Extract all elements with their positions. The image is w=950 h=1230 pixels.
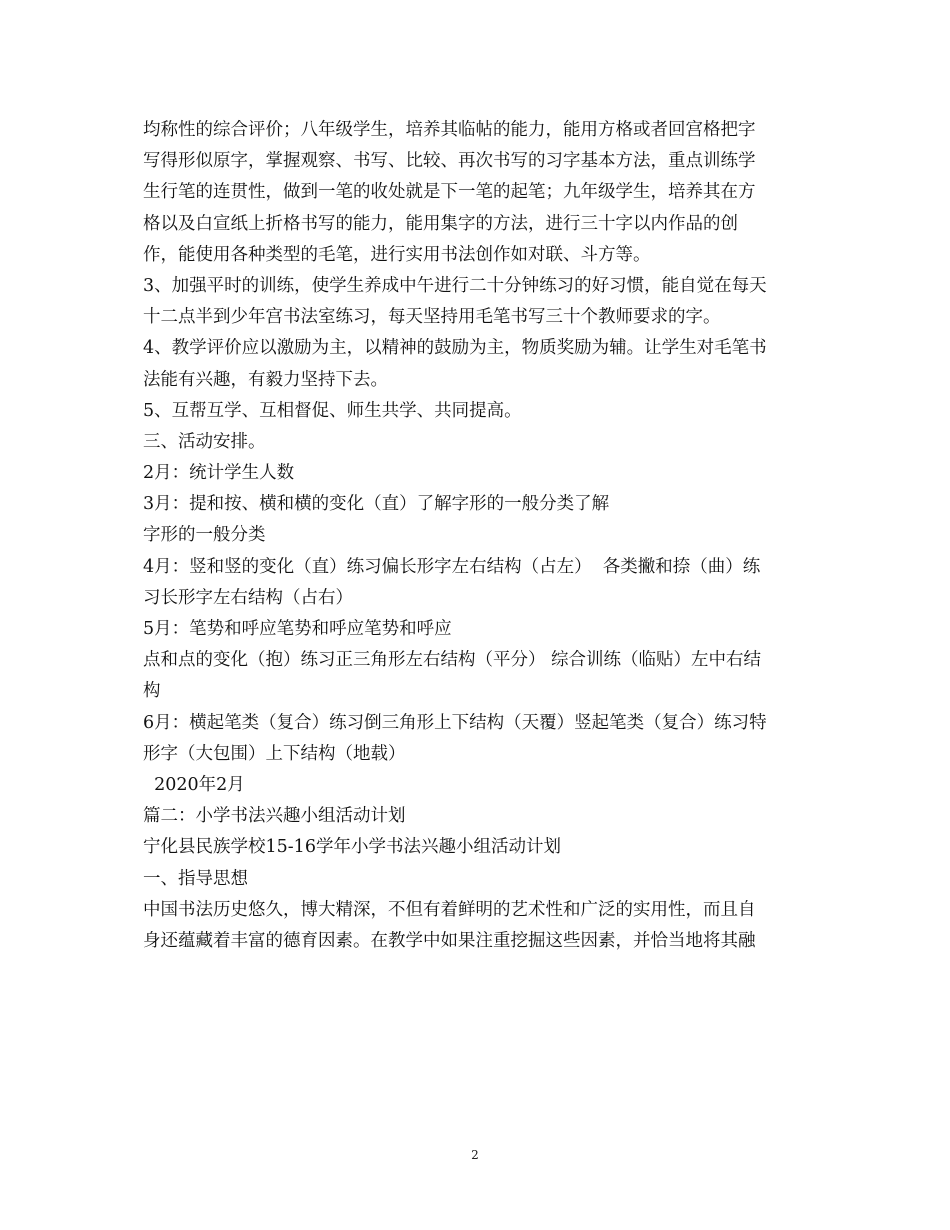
text-line: 4、教学评价应以激励为主，以精神的鼓励为主，物质奖励为辅。让学生对毛笔书 [143, 338, 767, 359]
text-line: 身还蕴藏着丰富的德育因素。在教学中如果注重挖掘这些因素，并恰当地将其融 [143, 930, 756, 951]
text-line: 字形的一般分类 [143, 525, 266, 546]
page-number: 2 [471, 1148, 479, 1162]
text-line: 点和点的变化（抱）练习正三角形左右结构（平分） 综合训练（临贴）左中右结 [143, 650, 762, 671]
text-line: 写得形似原字，掌握观察、书写、比较、再次书写的习字基本方法，重点训练学 [143, 151, 756, 172]
date-line: 2020年2月 [143, 774, 245, 795]
body-text [143, 115, 818, 957]
text-line: 6月：横起笔类（复合）练习倒三角形上下结构（天覆）竖起笔类（复合）练习特 [143, 712, 767, 733]
chapter-title: 篇二：小学书法兴趣小组活动计划 [143, 806, 406, 827]
text-line: 习长形字左右结构（占右） [143, 587, 353, 608]
text-line: 5、互帮互学、互相督促、师生共学、共同提高。 [143, 400, 522, 421]
text-line: 中国书法历史悠久，博大精深，不但有着鲜明的艺术性和广泛的实用性，而且自 [143, 899, 756, 920]
text-line: 生行笔的连贯性，做到一笔的收处就是下一笔的起笔；九年级学生，培养其在方 [143, 182, 756, 203]
text-line: 法能有兴趣，有毅力坚持下去。 [143, 369, 388, 390]
text-line: 格以及白宣纸上折格书写的能力，能用集字的方法，进行三十字以内作品的创 [143, 213, 738, 234]
text-line: 形字（大包围）上下结构（地载） [143, 743, 406, 764]
text-line: 2月：统计学生人数 [143, 463, 295, 484]
text-line: 3、加强平时的训练，使学生养成中午进行二十分钟练习的好习惯，能自觉在每天 [143, 275, 767, 296]
text-line: 十二点半到少年宫书法室练习，每天坚持用毛笔书写三十个教师要求的字。 [143, 307, 721, 328]
text-line: 构 [143, 681, 161, 702]
section-heading: 一、指导思想 [143, 868, 248, 889]
text-line: 均称性的综合评价；八年级学生，培养其临帖的能力，能用方格或者回宫格把字 [143, 120, 756, 140]
text-line: 4月：竖和竖的变化（直）练习偏长形字左右结构（占左） 各类撇和捺（曲）练 [143, 556, 761, 577]
section-heading: 三、活动安排。 [143, 431, 266, 452]
text-line: 作，能使用各种类型的毛笔，进行实用书法创作如对联、斗方等。 [143, 244, 651, 265]
text-line: 5月：笔势和呼应笔势和呼应笔势和呼应 [143, 619, 452, 639]
document-title: 宁化县民族学校15-16学年小学书法兴趣小组活动计划 [143, 837, 561, 858]
text-line: 3月：提和按、横和横的变化（直）了解字形的一般分类了解 [143, 494, 610, 515]
